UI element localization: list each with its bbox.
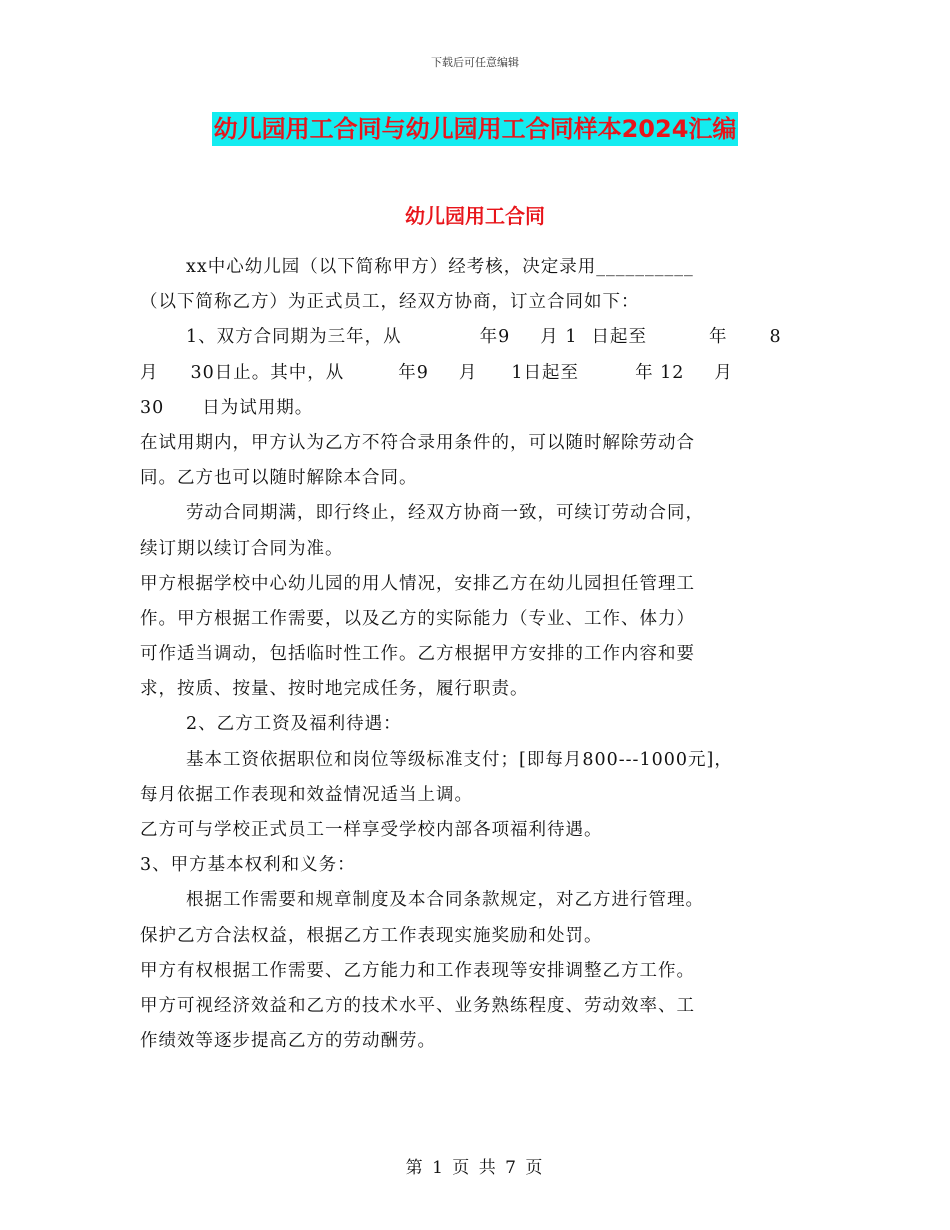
section-heading: 3、甲方基本权利和义务： — [140, 855, 356, 876]
paragraph-line: 基本工资依据职位和岗位等级标准支付；[即每月800---1000元]， — [186, 749, 733, 770]
page-footer: 第 1 页 共 7 页 — [405, 1158, 545, 1178]
paragraph-line: 保护乙方合法权益，根据乙方工作表现实施奖励和处罚。 — [140, 925, 603, 946]
contract-body — [140, 250, 820, 1059]
term-line-2 — [140, 356, 820, 391]
term-segment: 日为试用期。 — [202, 397, 314, 418]
term-segment: 年9 — [479, 327, 511, 348]
term-segment: 月 — [140, 362, 159, 383]
paragraph-line: 可作适当调动，包括临时性工作。乙方根据甲方安排的工作内容和要 — [140, 644, 695, 665]
section-title: 幼儿园用工合同 — [405, 204, 545, 228]
term-segment: 30 — [140, 397, 165, 418]
paragraph-line: 续订期以续订合同为准。 — [140, 538, 344, 559]
paragraph-line: （以下简称乙方）为正式员工，经双方协商，订立合同如下： — [140, 292, 640, 313]
term-segment: 日起至 — [591, 327, 647, 348]
paragraph-line: 根据工作需要和规章制度及本合同条款规定，对乙方进行管理。 — [186, 890, 704, 911]
paragraph-line: 乙方可与学校正式员工一样享受学校内部各项福利待遇。 — [140, 820, 603, 840]
term-line-1 — [140, 320, 820, 355]
term-segment: 年 — [708, 327, 728, 348]
term-segment: 1日起至 — [511, 362, 580, 383]
document-title: 幼儿园用工合同与幼儿园用工合同样本2024汇编 — [212, 112, 739, 146]
section-heading: 2、乙方工资及福利待遇： — [186, 714, 402, 735]
term-line-3 — [140, 391, 820, 426]
term-segment: 30日止。其中，从 — [190, 362, 345, 383]
document-title-wrap — [0, 112, 950, 146]
paragraph-line: 甲方有权根据工作需要、乙方能力和工作表现等安排调整乙方工作。 — [140, 960, 695, 981]
paragraph-line: 求，按质、按量、按时地完成任务，履行职责。 — [140, 679, 529, 700]
term-segment: 1、双方合同期为三年，从 — [186, 327, 402, 348]
paragraph-line: 作。甲方根据工作需要，以及乙方的实际能力（专业、工作、体力） — [140, 608, 695, 629]
term-segment: 年9 — [398, 362, 429, 383]
term-segment: 年 12 — [635, 362, 685, 383]
paragraph-line: 作绩效等逐步提高乙方的劳动酬劳。 — [140, 1031, 436, 1052]
term-segment: 月 — [714, 362, 733, 383]
header-note: 下载后可任意编辑 — [431, 56, 519, 69]
paragraph-line: xx中心幼儿园（以下简称甲方）经考核，决定录用__________ — [186, 257, 694, 277]
paragraph-line: 同。乙方也可以随时解除本合同。 — [140, 468, 418, 489]
paragraph-line: 甲方根据学校中心幼儿园的用人情况，安排乙方在幼儿园担任管理工 — [140, 573, 695, 594]
paragraph-line: 每月依据工作表现和效益情况适当上调。 — [140, 784, 473, 805]
paragraph-line: 劳动合同期满，即行终止，经双方协商一致，可续订劳动合同， — [186, 503, 704, 524]
paragraph-line: 甲方可视经济效益和乙方的技术水平、业务熟练程度、劳动效率、工 — [140, 995, 695, 1016]
paragraph-line: 在试用期内，甲方认为乙方不符合录用条件的，可以随时解除劳动合 — [140, 432, 695, 453]
term-segment: 月 — [458, 362, 478, 383]
term-segment: 8 — [769, 327, 782, 348]
term-segment: 月 1 — [540, 327, 578, 348]
